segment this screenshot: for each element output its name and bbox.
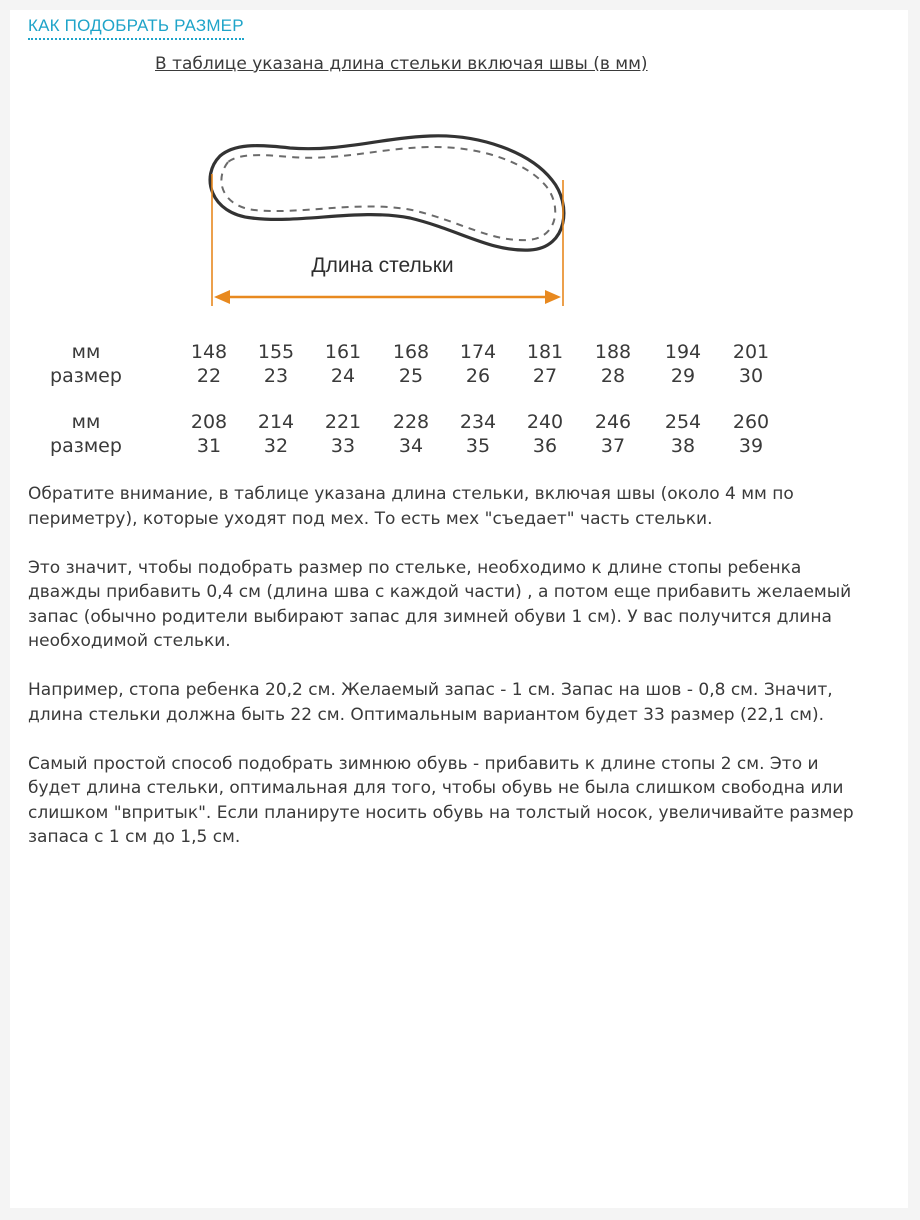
size-value: 25 [398,365,424,387]
size-guide-link[interactable]: КАК ПОДОБРАТЬ РАЗМЕР [28,16,244,40]
insole-diagram [160,84,610,342]
mm-value: 188 [594,341,632,363]
mm-value: 168 [392,341,430,363]
length-arrow-right-head [545,290,561,304]
size-value: 23 [263,365,289,387]
mm-value: 194 [664,341,702,363]
size-value: 34 [398,435,424,457]
mm-row-label: мм [71,411,101,433]
size-value: 33 [330,435,356,457]
paragraph-simple-method: Самый простой способ подобрать зимнюю обувь - прибавить к длине стопы 2 см. Это и будет длина стельки, оптимальная для того, чтобы обувь не была слишком свободна или слишком "впритык". Если планируте носить обувь на толстый носок, увеличивайте размер запаса с 1 см до 1,5 см. [28,753,854,847]
mm-value: 201 [732,341,770,363]
paragraph-example: Например, стопа ребенка 20,2 см. Желаемый запас - 1 см. Запас на шов - 0,8 см. Значит, длина стельки должна быть 22 см. Оптимальным вариантом будет 33 размер (22,1 см). [28,680,833,725]
mm-value: 181 [526,341,564,363]
mm-row-label: мм [71,341,101,363]
size-value: 39 [738,435,764,457]
mm-value: 254 [664,411,702,433]
size-value: 22 [196,365,222,387]
insole-outline [210,136,564,250]
mm-value: 260 [732,411,770,433]
size-value: 36 [532,435,558,457]
size-value: 26 [465,365,491,387]
mm-value: 148 [190,341,228,363]
insole-length-label: Длина стельки [311,254,454,277]
mm-value: 240 [526,411,564,433]
insole-seam [221,147,555,240]
size-value: 27 [532,365,558,387]
paragraph-how-to-calc: Это значит, чтобы подобрать размер по стельке, необходимо к длине стопы ребенка дважды прибавить 0,4 см (длина шва с каждой части) , а потом еще прибавить желаемый запас (обычно родители выбирают запас для зимней обуви 1 см). У вас получится длина необходимой стельки. [28,557,852,651]
mm-value: 174 [459,341,497,363]
paragraph-seam-note: Обратите внимание, в таблице указана длина стельки, включая швы (около 4 мм по периметру), которые уходят под мех. То есть мех "съедает" часть стельки. [28,484,794,529]
size-value: 24 [330,365,356,387]
mm-value: 234 [459,411,497,433]
size-value: 37 [600,435,626,457]
size-value: 30 [738,365,764,387]
mm-value: 221 [324,411,362,433]
mm-value: 208 [190,411,228,433]
size-value: 31 [196,435,222,457]
size-row-label: размер [50,435,122,457]
size-value: 38 [670,435,696,457]
mm-value: 161 [324,341,362,363]
size-row-label: размер [50,365,122,387]
mm-value: 228 [392,411,430,433]
size-value: 29 [670,365,696,387]
page-sheet [10,10,908,1208]
size-value: 32 [263,435,289,457]
table-caption: В таблице указана длина стельки включая швы (в мм) [155,54,648,74]
insole-figure [160,84,610,342]
mm-value: 155 [257,341,295,363]
mm-value: 246 [594,411,632,433]
explanation-text [28,482,858,874]
mm-value: 214 [257,411,295,433]
length-arrow-left-head [214,290,230,304]
size-value: 35 [465,435,491,457]
size-value: 28 [600,365,626,387]
